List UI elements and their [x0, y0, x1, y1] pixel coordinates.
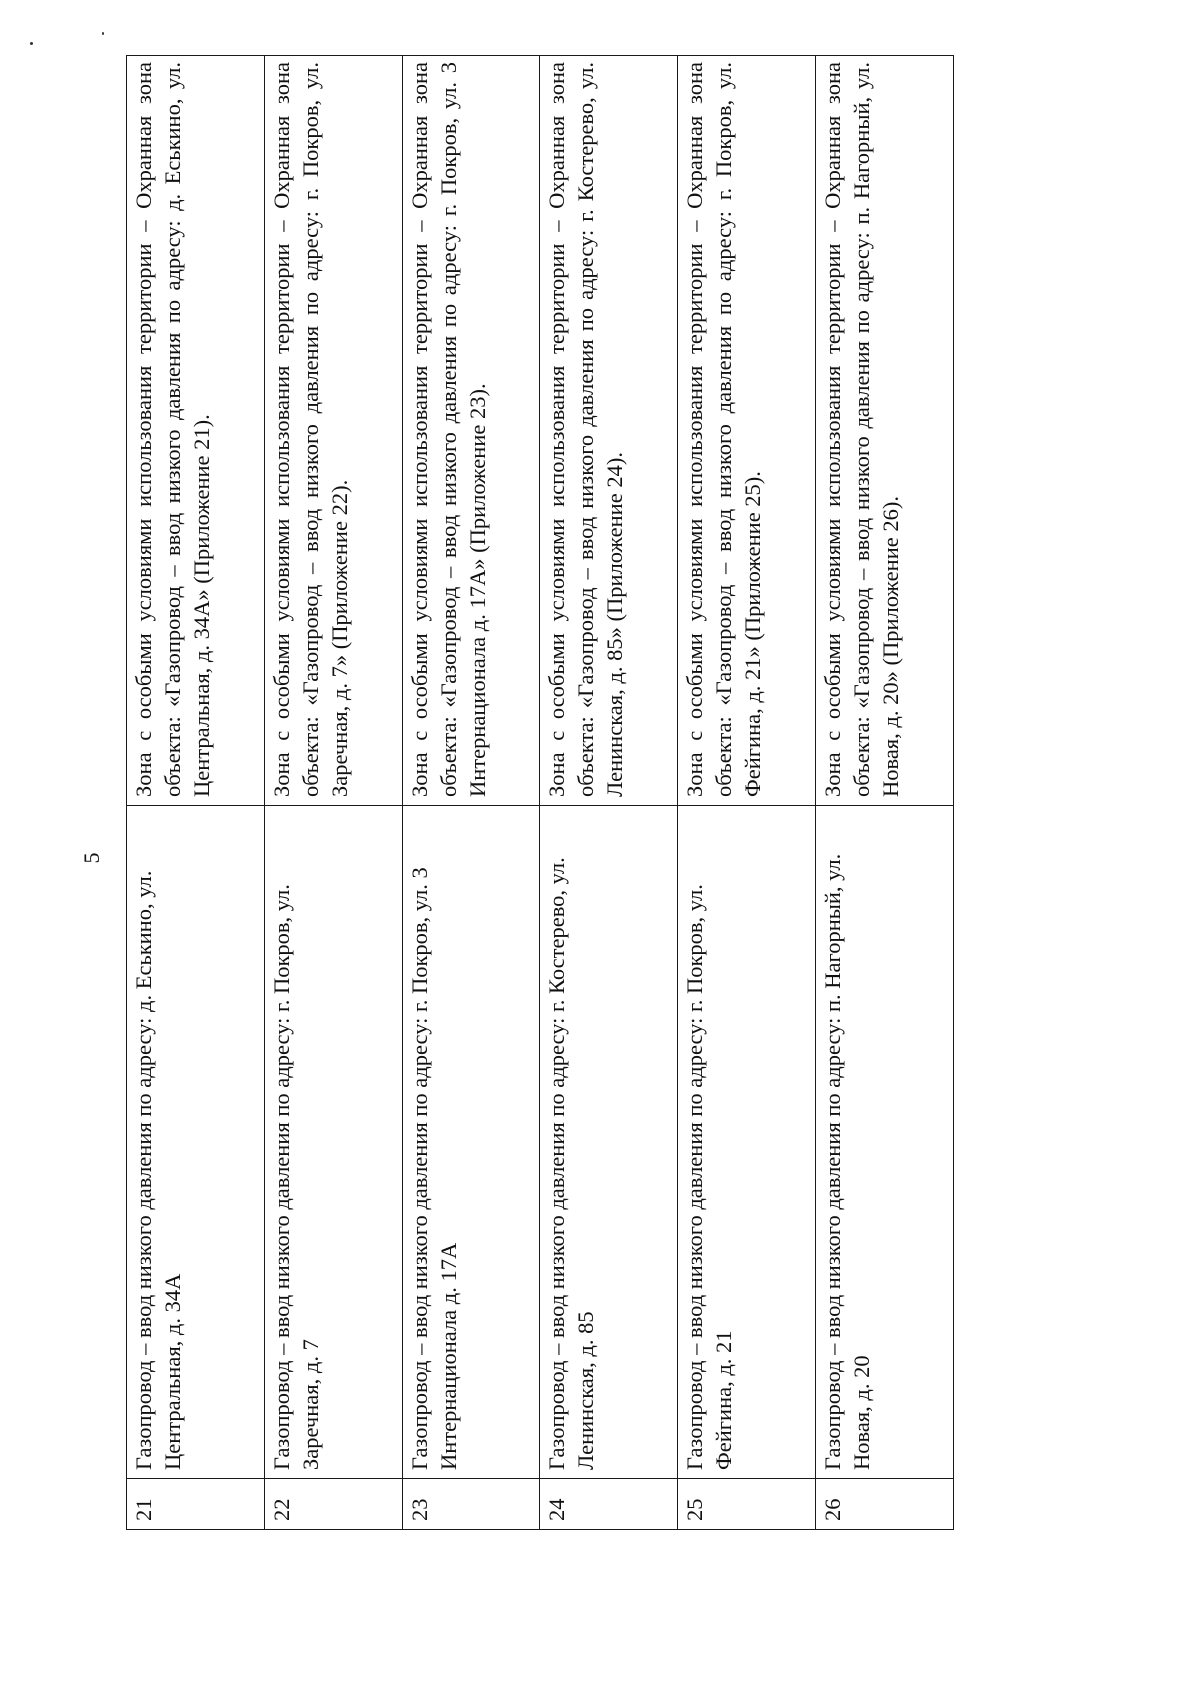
object-description: Газопровод – ввод низкого давления по адресу: г. Покров, ул. Фейгина, д. 21 — [678, 806, 816, 1479]
table-row — [402, 56, 540, 1530]
row-number: 25 — [678, 1479, 816, 1530]
row-number: 23 — [402, 1479, 540, 1530]
rotated-table-frame — [126, 56, 954, 1530]
row-number: 24 — [540, 1479, 678, 1530]
table-row — [816, 56, 954, 1530]
zones-table — [126, 55, 954, 1530]
page-number: 5 — [79, 852, 104, 864]
object-description: Газопровод – ввод низкого давления по адресу: г. Покров, ул. Заречная, д. 7 — [264, 806, 402, 1479]
row-number: 21 — [127, 1479, 265, 1530]
object-description: Газопровод – ввод низкого давления по адресу: г. Покров, ул. 3 Интернационала д. 17А — [402, 806, 540, 1479]
zone-description: Зона с особыми условиями использования территории – Охранная зона объекта: «Газопровод – ввод низкого давления по адресу: г. Костерево, ул. Ленинская, д. 85» (Приложение 24). — [540, 56, 678, 806]
table-row — [678, 56, 816, 1530]
zone-description: Зона с особыми условиями использования территории – Охранная зона объекта: «Газопровод – ввод низкого давления по адресу: г. Покров, ул. 3 Интернационала д. 17А» (Приложение 23). — [402, 56, 540, 806]
zone-description: Зона с особыми условиями использования территории – Охранная зона объекта: «Газопровод – ввод низкого давления по адресу: п. Нагорный, ул. Новая, д. 20» (Приложение 26). — [816, 56, 954, 806]
table-row — [264, 56, 402, 1530]
object-description: Газопровод – ввод низкого давления по адресу: д. Еськино, ул. Центральная, д. 34А — [127, 806, 265, 1479]
table-row — [540, 56, 678, 1530]
scan-speck — [30, 42, 33, 45]
table-body — [127, 56, 954, 1530]
table-container — [126, 56, 954, 1530]
zone-description: Зона с особыми условиями использования территории – Охранная зона объекта: «Газопровод – ввод низкого давления по адресу: д. Еськино, ул. Центральная, д. 34А» (Приложение 21). — [127, 56, 265, 806]
row-number: 26 — [816, 1479, 954, 1530]
zone-description: Зона с особыми условиями использования территории – Охранная зона объекта: «Газопровод – ввод низкого давления по адресу: г. Покров, ул. Заречная, д. 7» (Приложение 22). — [264, 56, 402, 806]
object-description: Газопровод – ввод низкого давления по адресу: г. Костерево, ул. Ленинская, д. 85 — [540, 806, 678, 1479]
zone-description: Зона с особыми условиями использования территории – Охранная зона объекта: «Газопровод – ввод низкого давления по адресу: г. Покров, ул. Фейгина, д. 21» (Приложение 25). — [678, 56, 816, 806]
scan-speck — [102, 32, 104, 35]
row-number: 22 — [264, 1479, 402, 1530]
object-description: Газопровод – ввод низкого давления по адресу: п. Нагорный, ул. Новая, д. 20 — [816, 806, 954, 1479]
table-row — [127, 56, 265, 1530]
